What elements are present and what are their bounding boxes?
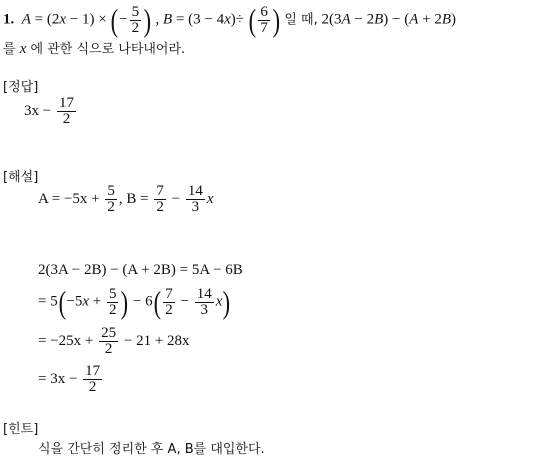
answer-fraction: $\frac{17}{2}$ (58, 95, 74, 127)
problem-number: 1. (3, 11, 15, 28)
explanation-header: [해설] (3, 170, 39, 185)
step-4: = 3x − $\frac{17}{2}$ (38, 363, 101, 395)
hint-header: [힌트] (3, 422, 39, 437)
problem-line2-prefix: 를 (3, 42, 16, 57)
problem-line-1: 1. A = (2x − 1) × (− $\frac{5}{2}$ ) , B = (3 − 4x)÷ ( $\frac{6}{7}$ ) 일 때, 2(3A − 2B) − (A + 2B) (3, 2, 457, 38)
problem-when-text: 일 때, (284, 12, 318, 28)
step-3: = −25x + $\frac{25}{2}$ − 21 + 28x (38, 325, 190, 357)
answer-expression (24, 96, 78, 127)
answer-expr-prefix: 3x − (24, 102, 52, 119)
fraction: $\frac{5}{2}$ (131, 3, 140, 36)
fraction: $\frac{6}{7}$ (260, 3, 268, 36)
step-2: = 5(−5x + $\frac{5}{2}$ ) − 6( $\frac{7}{2}$ − $\frac{14}{3}$ x) (38, 284, 231, 320)
answer-header: [정답] (3, 80, 39, 95)
step-1: 2(3A − 2B) − (A + 2B) = 5A − 6B (38, 262, 243, 278)
problem-line2-suffix: 에 관한 식으로 나타내어라. (30, 42, 186, 57)
hint-text: 식을 간단히 정리한 후 A, B를 대입한다. (38, 442, 265, 457)
problem-line-2: 를 x 에 관한 식으로 나타내어라. (3, 41, 186, 57)
explanation-ab-line: A = −5x + $\frac{5}{2}$ , B = $\frac{7}{2}$ − $\frac{14}{3}$ x (38, 183, 214, 215)
